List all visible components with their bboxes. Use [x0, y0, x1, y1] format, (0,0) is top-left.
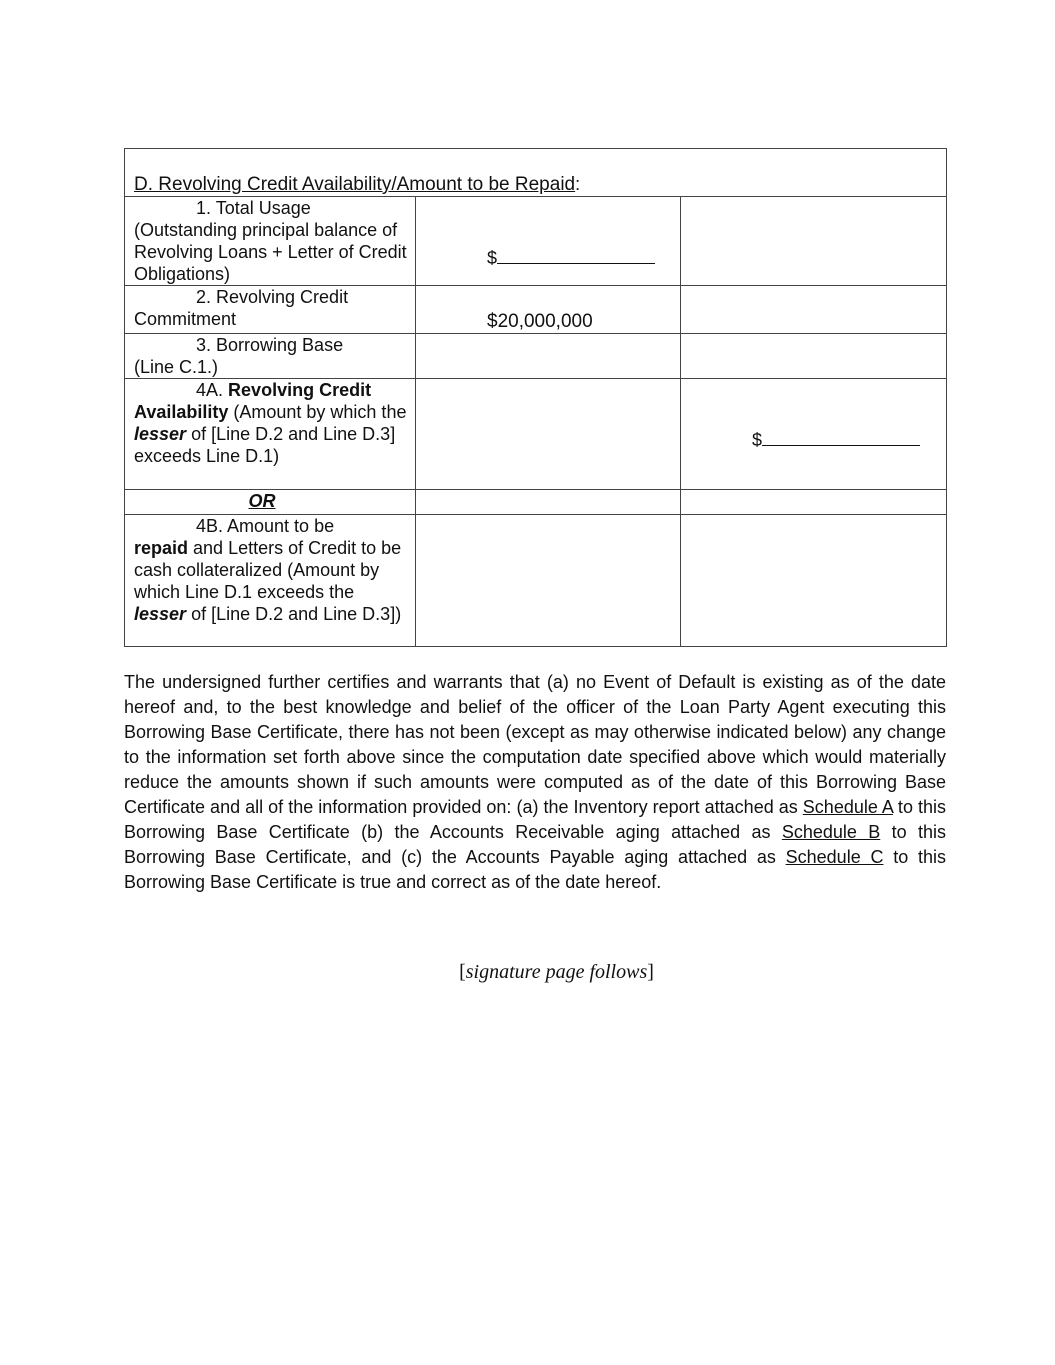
table-row: [125, 286, 947, 334]
certification-text: to this Borrowing Base Certificate (b) the Accounts Receivable aging attached as: [124, 797, 946, 842]
certification-text: The undersigned further certifies and warrants that (a) no Event of Default is existing as of the date hereof and, to the best knowledge and belief of the officer of the Loan Party Agent executing this Borrowing Base Certificate, there has not been (except as may otherwise indicated below) any change to the information set forth above since the computation date specified above which would materially reduce the amounts shown if such amounts were computed as of the date of this Borrowing Base Certificate and all of the information provided on: (a) the Inventory report attached as: [124, 672, 946, 817]
lesser-emphasis: lesser: [134, 424, 187, 444]
or-cell: [125, 490, 416, 515]
schedule-b-ref: Schedule B: [781, 822, 881, 842]
dollar-sign: $: [487, 248, 498, 268]
row-label: [125, 197, 416, 286]
table-row: [125, 515, 947, 647]
schedule-a-ref: Schedule A: [802, 797, 893, 817]
row-bold-text: repaid: [134, 538, 189, 558]
schedule-c-ref: Schedule C: [785, 847, 884, 867]
row-label: [125, 515, 416, 647]
bracket-close: ]: [647, 961, 654, 983]
empty-cell: [416, 334, 681, 379]
row-description: (Line C.1.): [134, 357, 219, 377]
table-row: [125, 490, 947, 515]
amount-cell: [416, 197, 681, 286]
empty-cell: [416, 379, 681, 490]
certification-text: to this Borrowing Base Certificate, and (c) the Accounts Payable aging attached as: [124, 822, 946, 867]
empty-cell: [416, 490, 681, 515]
bracket-open: [: [459, 961, 466, 983]
signature-page-note: [0, 961, 1055, 984]
row-number: 4A.: [196, 380, 224, 400]
revolving-credit-table: [124, 148, 947, 647]
dollar-sign: $: [752, 430, 763, 450]
empty-cell: [681, 286, 947, 334]
certification-paragraph: [124, 670, 946, 895]
empty-cell: [681, 334, 947, 379]
row-description: Commitment: [134, 309, 237, 329]
row-description: (Outstanding principal balance of Revolving Loans + Letter of Credit Obligations): [134, 220, 407, 284]
row-number: 2. Revolving Credit: [196, 287, 349, 307]
table-row: [125, 197, 947, 286]
table-row: [125, 379, 947, 490]
row-number: 4B. Amount to be: [196, 516, 335, 536]
row-text: (Amount by which the: [228, 402, 407, 422]
row-label: [125, 334, 416, 379]
table-row: [125, 334, 947, 379]
amount-cell: [681, 379, 947, 490]
signature-note-text: signature page follows: [465, 961, 648, 983]
row-bold-text: Revolving Credit: [228, 380, 372, 400]
section-header-cell: [125, 149, 947, 197]
section-header-row: [125, 149, 947, 197]
row-text: of [Line D.2 and Line D.3] exceeds Line D.1): [134, 424, 396, 466]
row-number: 3. Borrowing Base: [196, 335, 344, 355]
amount-cell: [416, 286, 681, 334]
row-text: and Letters of Credit to be cash collateralized (Amount by which Line D.1 exceeds the: [134, 538, 402, 602]
section-colon: :: [575, 174, 581, 194]
empty-cell: [681, 515, 947, 647]
row-label: [125, 286, 416, 334]
commitment-amount: $20,000,000: [487, 311, 593, 332]
row-text: of [Line D.2 and Line D.3]): [186, 604, 402, 624]
row-label: [125, 379, 416, 490]
empty-cell: [681, 490, 947, 515]
or-separator: OR: [248, 491, 276, 511]
amount-blank-line: [762, 427, 920, 446]
row-bold-text: Availability: [134, 402, 229, 422]
row-number: 1. Total Usage: [196, 198, 311, 218]
empty-cell: [416, 515, 681, 647]
section-title: D. Revolving Credit Availability/Amount to be Repaid: [134, 174, 576, 195]
empty-cell: [681, 197, 947, 286]
amount-blank-line: [497, 245, 655, 264]
lesser-emphasis: lesser: [134, 604, 187, 624]
certification-text: to this Borrowing Base Certificate is true and correct as of the date hereof.: [124, 847, 946, 892]
